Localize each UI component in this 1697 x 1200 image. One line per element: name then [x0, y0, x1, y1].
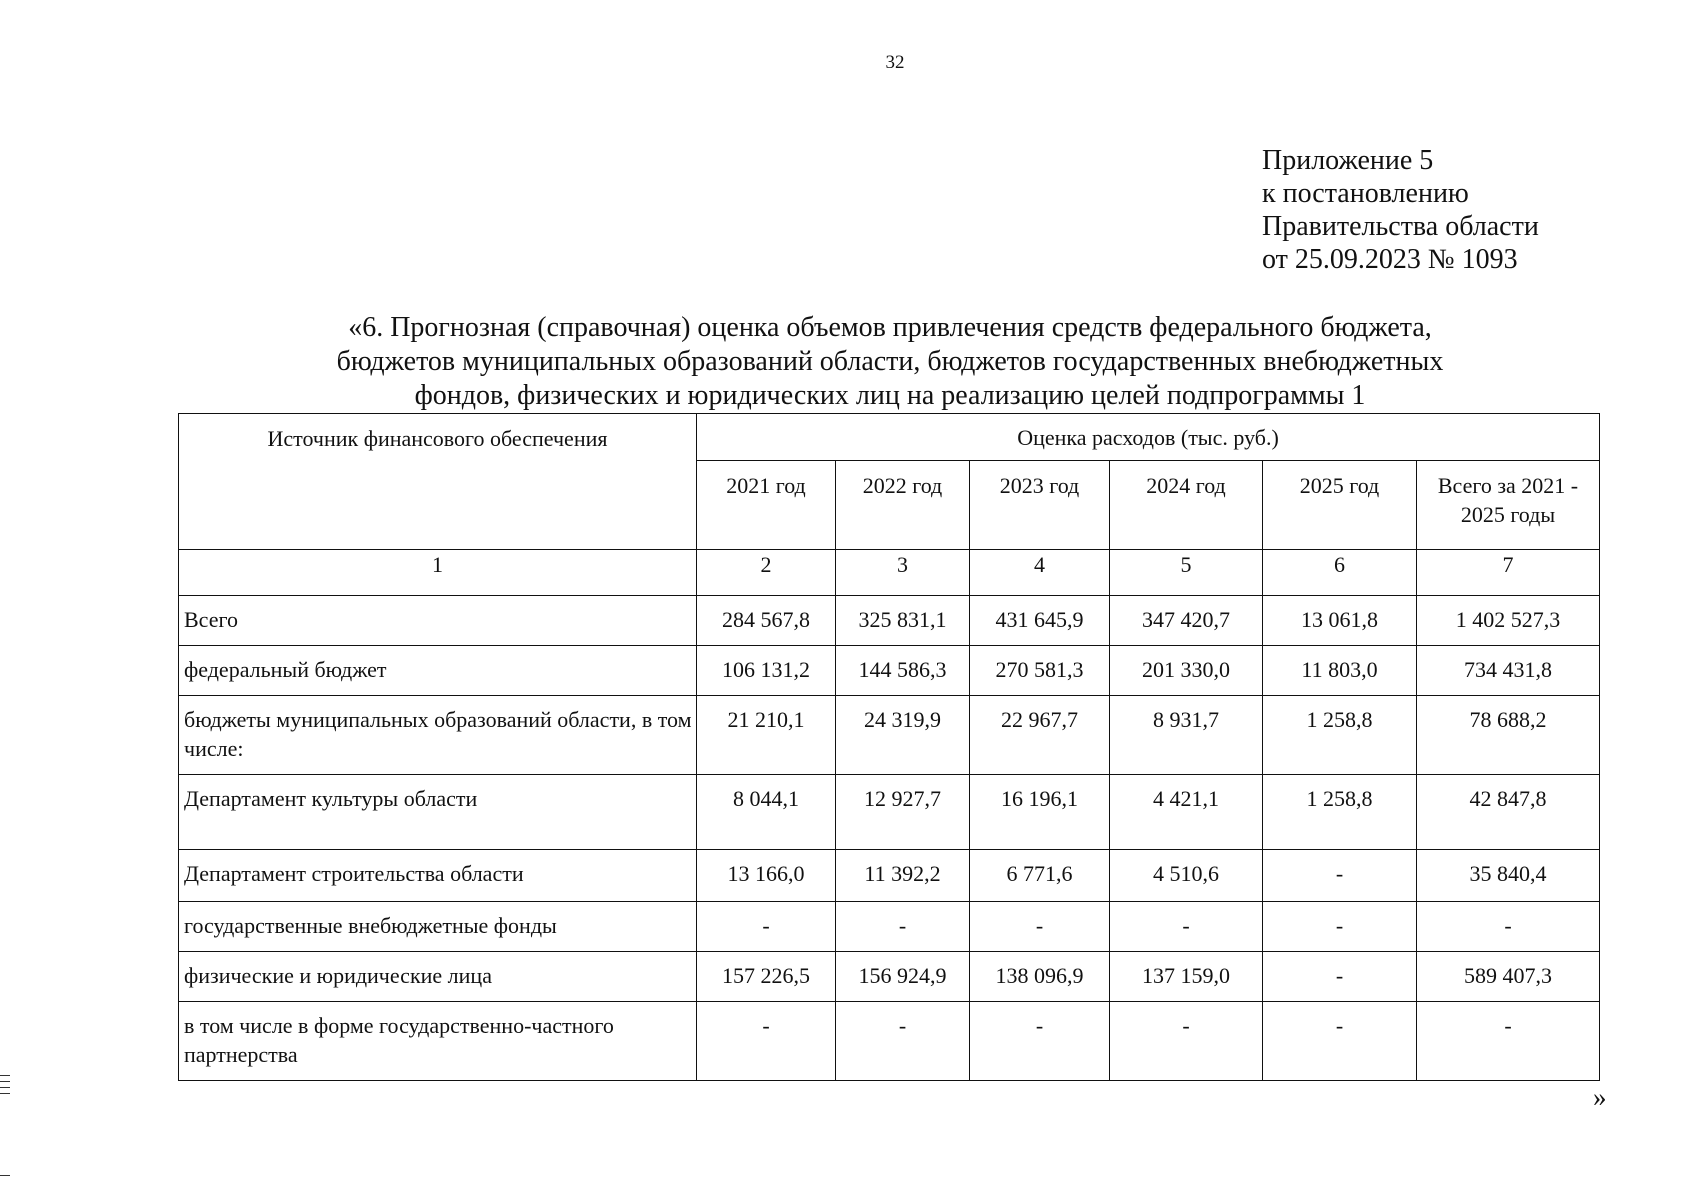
- table-cell-value: 431 645,9: [970, 596, 1110, 646]
- table-cell-value: 347 420,7: [1110, 596, 1263, 646]
- table-cell-value: 11 803,0: [1263, 646, 1417, 696]
- table-cell-value: 138 096,9: [970, 952, 1110, 1002]
- table-cell-value: 35 840,4: [1417, 850, 1600, 902]
- header-total: Всего за 2021 - 2025 годы: [1417, 461, 1600, 550]
- row-label: государственные внебюджетные фонды: [179, 902, 697, 952]
- table-cell-value: -: [836, 902, 970, 952]
- row-label: бюджеты муниципальных образований области, в том числе:: [179, 696, 697, 775]
- table-cell-value: 144 586,3: [836, 646, 970, 696]
- table-cell-value: 12 927,7: [836, 775, 970, 850]
- appendix-line: Правительства области: [1262, 211, 1539, 242]
- table-cell-value: 734 431,8: [1417, 646, 1600, 696]
- table-cell-value: 4 421,1: [1110, 775, 1263, 850]
- header-row: [179, 414, 1600, 461]
- appendix-block: [1262, 144, 1539, 276]
- table-cell-value: 156 924,9: [836, 952, 970, 1002]
- margin-mark: [0, 1081, 10, 1082]
- table-row: [179, 596, 1600, 646]
- title-line: «6. Прогнозная (справочная) оценка объемов привлечения средств федерального бюджета,: [348, 312, 1432, 343]
- table-cell-value: 78 688,2: [1417, 696, 1600, 775]
- row-label: в том числе в форме государственно-частного партнерства: [179, 1002, 697, 1081]
- document-title: [150, 311, 1630, 413]
- header-year: 2022 год: [836, 461, 970, 550]
- page-number: 32: [885, 52, 905, 73]
- table-cell-value: 42 847,8: [1417, 775, 1600, 850]
- table-cell-value: 325 831,1: [836, 596, 970, 646]
- table-cell-value: 1 258,8: [1263, 696, 1417, 775]
- table-cell-value: 16 196,1: [970, 775, 1110, 850]
- table-cell-value: -: [1417, 1002, 1600, 1081]
- table-cell-value: 201 330,0: [1110, 646, 1263, 696]
- column-number: 5: [1110, 550, 1263, 596]
- table-cell-value: -: [1110, 1002, 1263, 1081]
- table-cell-value: -: [1263, 850, 1417, 902]
- table-cell-value: 11 392,2: [836, 850, 970, 902]
- header-expense-estimate: Оценка расходов (тыс. руб.): [697, 414, 1600, 461]
- column-number: 6: [1263, 550, 1417, 596]
- appendix-line: Приложение 5: [1262, 145, 1434, 176]
- table-cell-value: 22 967,7: [970, 696, 1110, 775]
- table-cell-value: 137 159,0: [1110, 952, 1263, 1002]
- table-cell-value: -: [1110, 902, 1263, 952]
- row-label: Департамент культуры области: [179, 775, 697, 850]
- table-cell-value: 157 226,5: [697, 952, 836, 1002]
- column-number-row: [179, 550, 1600, 596]
- row-label: Департамент строительства области: [179, 850, 697, 902]
- column-number: 2: [697, 550, 836, 596]
- title-line: бюджетов муниципальных образований области, бюджетов государственных внебюджетных: [336, 346, 1444, 377]
- table-cell-value: 1 258,8: [1263, 775, 1417, 850]
- table-cell-value: -: [836, 1002, 970, 1081]
- header-year: 2021 год: [697, 461, 836, 550]
- header-year: 2023 год: [970, 461, 1110, 550]
- table-cell-value: 24 319,9: [836, 696, 970, 775]
- table-row: [179, 952, 1600, 1002]
- table-cell-value: -: [697, 1002, 836, 1081]
- margin-mark: [0, 1175, 10, 1176]
- margin-mark: [0, 1093, 10, 1094]
- column-number: 4: [970, 550, 1110, 596]
- header-year: 2024 год: [1110, 461, 1263, 550]
- table-cell-value: -: [1263, 952, 1417, 1002]
- table-row: [179, 902, 1600, 952]
- table-cell-value: 4 510,6: [1110, 850, 1263, 902]
- financing-table: [178, 413, 1600, 1081]
- table-row: [179, 646, 1600, 696]
- table-cell-value: 8 931,7: [1110, 696, 1263, 775]
- table-cell-value: -: [1417, 902, 1600, 952]
- table-row: [179, 1002, 1600, 1081]
- appendix-line: к постановлению: [1262, 178, 1469, 209]
- table-body: [179, 596, 1600, 1081]
- margin-mark: [0, 1087, 10, 1088]
- table-cell-value: 270 581,3: [970, 646, 1110, 696]
- column-number: 3: [836, 550, 970, 596]
- column-number: 7: [1417, 550, 1600, 596]
- closing-quote: »: [1593, 1082, 1607, 1112]
- table-cell-value: 284 567,8: [697, 596, 836, 646]
- appendix-line: от 25.09.2023 № 1093: [1262, 244, 1518, 275]
- table-cell-value: 13 061,8: [1263, 596, 1417, 646]
- table-cell-value: -: [697, 902, 836, 952]
- table-cell-value: 13 166,0: [697, 850, 836, 902]
- table-row: [179, 775, 1600, 850]
- table-cell-value: -: [970, 1002, 1110, 1081]
- table-cell-value: -: [970, 902, 1110, 952]
- margin-mark: [0, 1075, 10, 1076]
- table-cell-value: 1 402 527,3: [1417, 596, 1600, 646]
- row-label: федеральный бюджет: [179, 646, 697, 696]
- table-row: [179, 696, 1600, 775]
- header-source: Источник финансового обеспечения: [179, 414, 697, 550]
- header-year: 2025 год: [1263, 461, 1417, 550]
- table-cell-value: -: [1263, 902, 1417, 952]
- table-row: [179, 850, 1600, 902]
- table-cell-value: 106 131,2: [697, 646, 836, 696]
- row-label: физические и юридические лица: [179, 952, 697, 1002]
- column-number: 1: [179, 550, 697, 596]
- table-cell-value: -: [1263, 1002, 1417, 1081]
- title-line: фондов, физических и юридических лиц на реализацию целей подпрограммы 1: [414, 380, 1366, 411]
- table-cell-value: 6 771,6: [970, 850, 1110, 902]
- row-label: Всего: [179, 596, 697, 646]
- table-cell-value: 8 044,1: [697, 775, 836, 850]
- table-cell-value: 21 210,1: [697, 696, 836, 775]
- table-cell-value: 589 407,3: [1417, 952, 1600, 1002]
